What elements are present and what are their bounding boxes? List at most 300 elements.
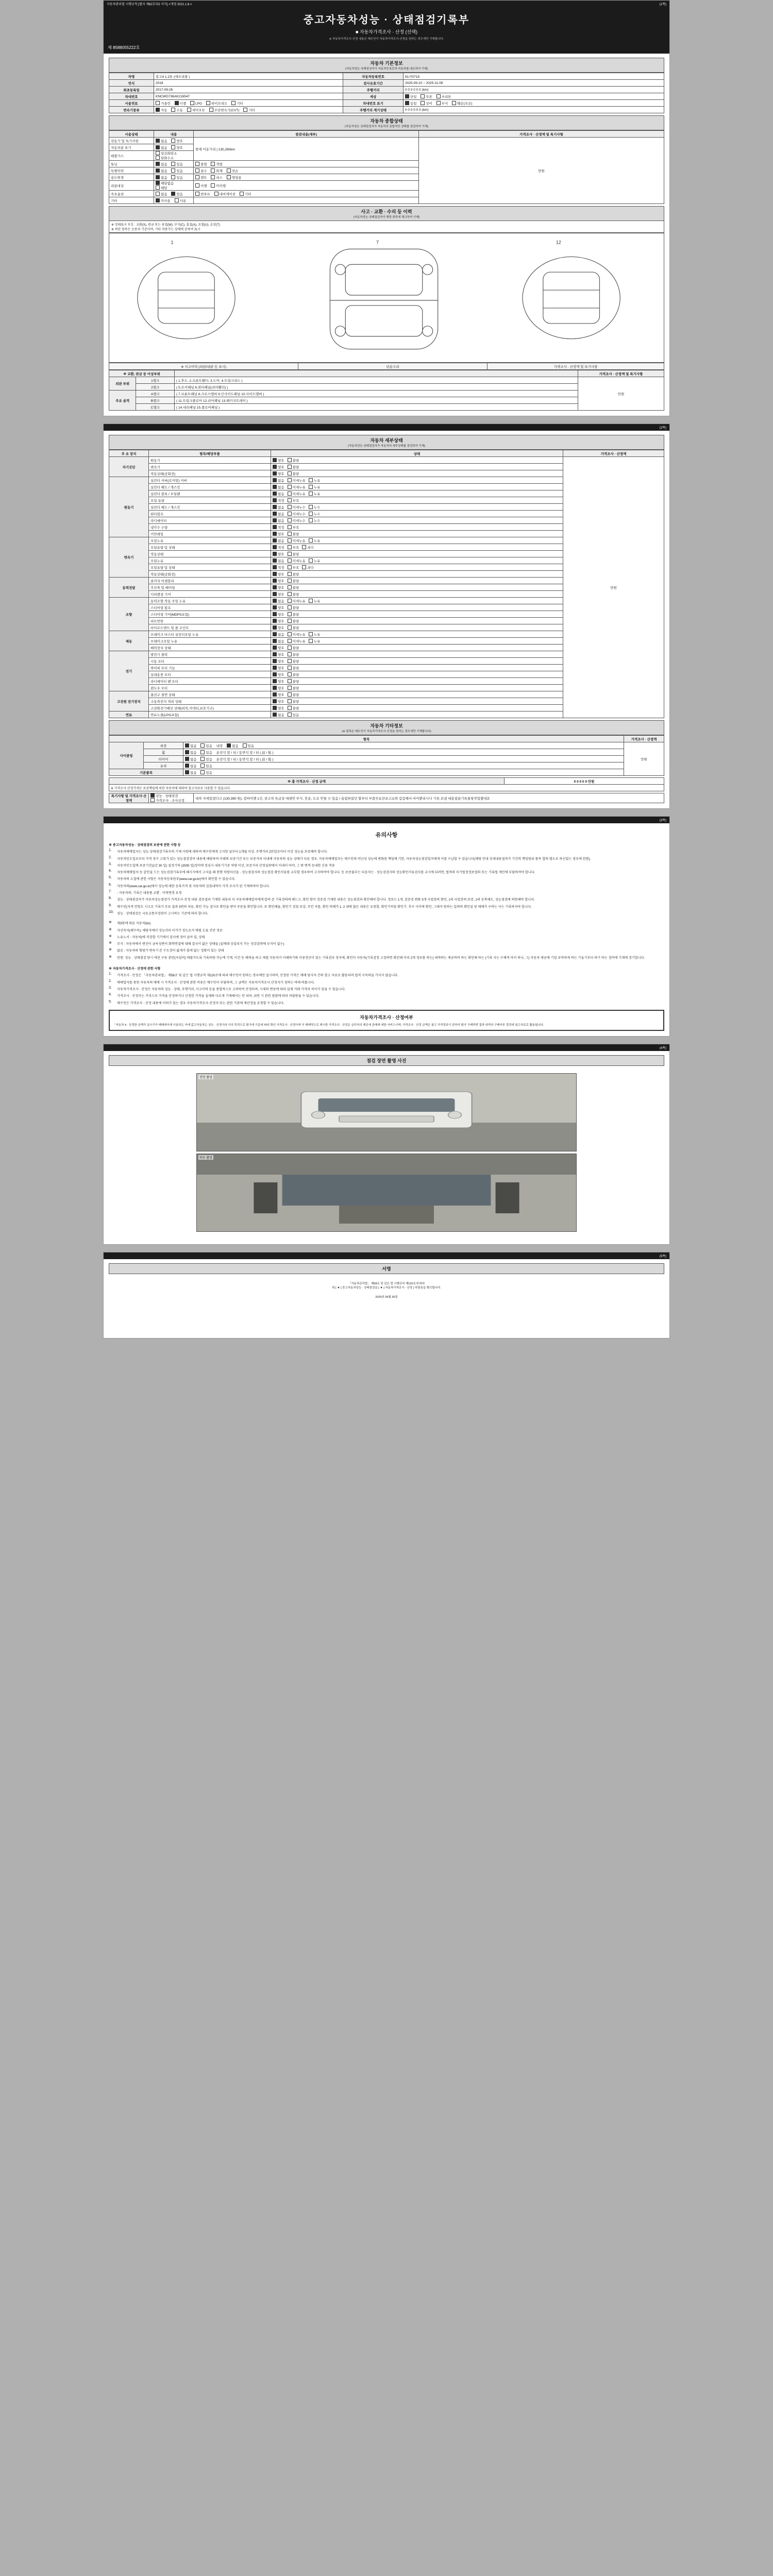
section-detail-header [109, 435, 664, 450]
parts-group-exterior: 외판 부위 [109, 377, 136, 391]
overall-sub-7-1[interactable]: 내비게이션 [214, 192, 236, 196]
detail-cb-3-1-1[interactable]: 불량 [288, 585, 299, 590]
detail-cb-6-4-1[interactable]: 불량 [288, 679, 299, 684]
overall-row-label-2: 배출가스 [109, 151, 154, 161]
parts-text-2: ( 7.프론트패널 8.크로스멤버 9.인사이드패널 10.사이드멤버 ) [175, 391, 578, 397]
etc-cb-0-1[interactable]: 있음 [200, 743, 212, 748]
fuel-option-2[interactable]: LPG [190, 101, 202, 106]
detail-cb-1-7-1[interactable]: 부족 [288, 525, 299, 530]
label-color: 색상 [343, 93, 404, 100]
etc-row-opts-2 [183, 756, 624, 762]
detail-cb-0-2-0[interactable]: 양호 [273, 471, 284, 476]
etc-row-label2-1: 운전석 앞 / 뒤 / 동반석 앞 / 뒤 ( 前 / 後 ) [216, 751, 274, 755]
detail-item-label-6-3: 실내송풍 모터 [149, 671, 271, 678]
accident-legend [109, 221, 664, 233]
detail-cb-0-1-1[interactable]: 불량 [288, 465, 299, 469]
col-price-note: 가격조사 · 산정액 및 특기사항 [419, 131, 664, 138]
overall-cb-5-0[interactable]: 없음 [156, 175, 167, 180]
detail-cb-1-1-0[interactable]: 없음 [273, 485, 284, 489]
photo-front[interactable] [196, 1073, 577, 1151]
detail-item-opts-1-6 [271, 517, 563, 524]
detail-cb-5-0-0[interactable]: 없음 [273, 632, 284, 637]
detail-cb-1-3-1[interactable]: 부족 [288, 498, 299, 503]
label-plate: 자동차등록번호 [343, 73, 404, 80]
etc-cb-2-1[interactable]: 있음 [200, 757, 212, 761]
overall-sub-6-0[interactable]: 이행 [195, 183, 207, 188]
overall-cb-8-0[interactable]: 미사용 [156, 198, 171, 203]
detail-cb-4-3-1[interactable]: 불량 [288, 619, 299, 623]
detail-cb-1-6-0[interactable]: 없음 [273, 518, 284, 523]
etc-cb-2-0[interactable]: 없음 [185, 757, 197, 761]
notice-sub-list [109, 920, 664, 961]
overall-cb-3-0[interactable]: 없음 [156, 162, 167, 166]
signature-header: 서명 [109, 1263, 664, 1274]
sheet-page-4 [103, 1044, 670, 1245]
etc-price-note: 만원 [624, 742, 664, 776]
total-price-table [109, 777, 664, 791]
detail-cb-1-4-1[interactable]: 미세누수 [288, 505, 306, 510]
detail-cb-1-2-0[interactable]: 없음 [273, 492, 284, 496]
detail-cb-1-7-0[interactable]: 적정 [273, 525, 284, 530]
notice-list-2-item [109, 979, 664, 986]
detail-cb-1-0-1[interactable]: 미세누유 [288, 478, 306, 483]
detail-cb-4-1-1[interactable]: 불량 [288, 605, 299, 610]
detail-cb-3-2-0[interactable]: 양호 [273, 592, 284, 597]
list-marker: ※ [109, 921, 112, 925]
detail-cb-3-2-1[interactable]: 불량 [288, 592, 299, 597]
detail-cb-5-1-0[interactable]: 없음 [273, 639, 284, 643]
detail-group-8: 연료 [109, 711, 149, 718]
col-use-state: 사용상태 [109, 131, 154, 138]
overall-sub-5-2[interactable]: 영업용 [227, 175, 242, 180]
page-number-4: (4쪽) [659, 1046, 666, 1050]
detail-cb-1-5-2[interactable]: 누수 [309, 512, 321, 516]
accident-parts-table [109, 370, 664, 411]
detail-cb-6-1-0[interactable]: 양호 [273, 659, 284, 664]
overall-cb-5-1[interactable]: 있음 [171, 175, 183, 180]
overall-sub-5-0[interactable]: 렌트 [195, 175, 207, 180]
overall-cb-1-0[interactable]: 없음 [156, 145, 167, 150]
detail-item-opts-4-1 [271, 604, 563, 611]
etc-cb-3-1[interactable]: 있음 [200, 764, 212, 768]
value-mileage: 0 0 0 0 0 0 (km) [404, 87, 664, 93]
label-car-name: 차명 [109, 73, 154, 80]
etc-cb2-0-0[interactable]: 없음 [227, 743, 239, 748]
detail-item-label-2-1: 오일유량 및 상태 [149, 544, 271, 551]
page-number-2: (2쪽) [659, 427, 666, 430]
detail-col-3: 가격조사 · 산정액 [563, 450, 664, 457]
price-survey-title: 자동차가격조사 · 산정여부 [360, 1014, 413, 1020]
list-marker: 6. [109, 883, 112, 887]
overall-sub-3-0[interactable]: 불법 [195, 162, 207, 166]
detail-cb-4-0-0[interactable]: 없음 [273, 599, 284, 603]
list-marker: 4. [109, 869, 112, 873]
page-3-topbar [104, 817, 669, 823]
detail-cb-5-2-0[interactable]: 양호 [273, 646, 284, 650]
page-1-topbar [104, 1, 669, 7]
detail-cb-7-2-0[interactable]: 양호 [273, 706, 284, 710]
overall-sub-4-0[interactable]: 침수 [195, 168, 207, 173]
detail-cb-2-2-0[interactable]: 양호 [273, 552, 284, 556]
photo-underbody-label: 하부 촬영 [198, 1155, 213, 1160]
detail-cb-2-0-1[interactable]: 미세누유 [288, 538, 306, 543]
detail-item-label-3-2: 디퍼렌셜 기어 [149, 591, 271, 598]
overall-cb-2-0[interactable]: 일산화탄소 [156, 151, 177, 156]
col-content: 내용 [154, 131, 194, 138]
detail-cb-6-4-0[interactable]: 양호 [273, 679, 284, 684]
detail-item-label-7-1: 구동축전지 격리 상태 [149, 698, 271, 705]
table-header-row [109, 131, 664, 138]
detail-item-label-2-3: 오일누유 [149, 557, 271, 564]
document-title-note: ※ 자동차가격조사·산정 내용은 매수인이 자동차가격조사·산정을 원하는 경우에만 기재합니다. [329, 38, 444, 41]
label-mileage: 주행거리 [343, 87, 404, 93]
etc-cb2-0-1[interactable]: 있음 [243, 743, 255, 748]
detail-cb-7-0-0[interactable]: 양호 [273, 692, 284, 697]
detail-item-opts-6-5 [271, 685, 563, 691]
detail-cb-2-5-1[interactable]: 불량 [288, 572, 299, 577]
detail-item-opts-5-0 [271, 631, 563, 638]
detail-cb-7-1-0[interactable]: 양호 [273, 699, 284, 704]
etc-row-opts-3 [183, 762, 624, 769]
detail-cb-1-4-0[interactable]: 없음 [273, 505, 284, 510]
detail-cb-6-1-1[interactable]: 불량 [288, 659, 299, 664]
detail-item-label-8-0: 연료누출(LPG포함) [149, 711, 271, 718]
parts-col-detail [175, 370, 578, 377]
overall-row-opts-0 [154, 138, 194, 144]
overall-cb-2-1[interactable]: 탄화수소 [156, 156, 174, 160]
color-option-2[interactable]: 쓰리톤 [436, 94, 451, 99]
detail-item-opts-1-1 [271, 484, 563, 490]
overall-cb-4-1[interactable]: 있음 [171, 168, 183, 173]
detail-cb-2-2-1[interactable]: 불량 [288, 552, 299, 556]
signature-section [104, 1259, 669, 1338]
detail-cb-5-2-1[interactable]: 불량 [288, 646, 299, 650]
overall-sub-7-0[interactable]: 썬루프 [195, 192, 210, 196]
trans-option-0[interactable]: 자동 [156, 108, 167, 112]
detail-item-label-0-2: 작동상태(공회전) [149, 470, 271, 477]
detail-col-2: 상태 [271, 450, 563, 457]
value-car-name: 봉고4 1.2톤 (에브리볼 ) [154, 73, 343, 80]
total-label: ※ 총 가격조사 · 산정 금액 [109, 778, 505, 785]
detail-state-table [109, 450, 664, 718]
detail-item-opts-1-4 [271, 504, 563, 511]
detail-group-0: 자기진단 [109, 457, 149, 477]
table-row [109, 80, 664, 87]
detail-cb-2-1-2[interactable]: 과다 [302, 545, 314, 550]
notice-text: 자신속자(해수속): 해당자에서 성능이라 이거가 정도로서 에럴 도표 진단 정보 [117, 928, 223, 933]
signature-field[interactable] [109, 1302, 664, 1333]
detail-item-label-2-2: 작동상태 [149, 551, 271, 557]
detail-item-opts-6-4 [271, 678, 563, 685]
parts-text-0: ( 1.후드, 2.프론트휀더, 3.도어, 4.트렁크리드 ) [175, 377, 578, 384]
detail-item-label-2-0: 오일누유 [149, 537, 271, 544]
detail-cb-1-6-1[interactable]: 미세누수 [288, 518, 306, 523]
detail-item-label-1-2: 실린더 블록 / 오일팬 [149, 490, 271, 497]
detail-col-0: 주 요 장치 [109, 450, 149, 457]
value-fuel [154, 100, 343, 107]
detail-cb-6-3-1[interactable]: 불량 [288, 672, 299, 677]
color-option-0[interactable]: 단일 [405, 94, 417, 99]
detail-cb-8-0-1[interactable]: 있음 [288, 713, 299, 717]
etc-row-opts-1 [183, 749, 624, 756]
detail-cb-1-1-2[interactable]: 누유 [309, 485, 321, 489]
special-note-text: 내차 자세있었다고 (130,390 원), 감바이벤 1건, 중고차 특급상 에셈먼 부식, 휴용, 도로 안몰 수 있음 / 올림하셨던 할부터 부품무료잔보고쇼와 갑갑해서 비어뿐리시나 기록 보냈 내용잡을기록물항작업했네요 [194, 793, 664, 803]
detail-cb-6-5-1[interactable]: 불량 [288, 686, 299, 690]
detail-cb-4-0-1[interactable]: 미세누유 [288, 599, 306, 603]
section-accident-sub: (자동차성능·상태점검자가 해당 항목에 체크하여 기재) [353, 216, 420, 219]
list-marker: 1. [109, 849, 112, 853]
fuel-option-4[interactable]: 기타 [231, 101, 243, 106]
notice-sub-list-item [109, 941, 664, 947]
detail-cb-4-2-1[interactable]: 불량 [288, 612, 299, 617]
label-year: 연식 [109, 80, 154, 87]
detail-cb-6-5-0[interactable]: 양호 [273, 686, 284, 690]
detail-cb-0-2-1[interactable]: 불량 [288, 471, 299, 476]
checker-opt-0[interactable]: 성능 · 상태점검 [150, 793, 192, 798]
detail-cb-6-2-0[interactable]: 양호 [273, 666, 284, 670]
overall-row-label-8: 기타 [109, 197, 154, 204]
detail-cb-1-8-1[interactable]: 불량 [288, 532, 299, 536]
etc-cb-1-0[interactable]: 없음 [185, 750, 197, 755]
detail-item-opts-6-3 [271, 671, 563, 678]
detail-cb-2-0-2[interactable]: 누유 [309, 538, 321, 543]
list-marker: 4. [109, 993, 112, 997]
detail-cb-2-4-0[interactable]: 적정 [273, 565, 284, 570]
detail-item-opts-6-1 [271, 658, 563, 665]
vin-option-3[interactable]: 훼손(오손) [452, 101, 472, 106]
overall-sub-7-2[interactable]: 기타 [240, 192, 251, 196]
overall-cb-0-1[interactable]: 양호 [171, 139, 183, 143]
detail-cb-0-0-1[interactable]: 불량 [288, 458, 299, 463]
trans-option-4[interactable]: 기타 [243, 108, 255, 112]
detail-cb-5-1-1[interactable]: 미세누유 [288, 639, 306, 643]
vin-option-2[interactable]: 부식 [436, 101, 448, 106]
section-overall-header [109, 115, 664, 130]
photo-underbody[interactable] [196, 1154, 577, 1232]
accident-legend-1: ※ 상태표시 부호 : 교환(X), 판금 또는 용접(W), 부식(C), 흠집(A), 요철(U), 손상(T) [111, 224, 220, 227]
overall-cb-0-0[interactable]: 없음 [156, 139, 167, 143]
page-number-3: (3쪽) [659, 819, 666, 822]
special-note-types [149, 793, 194, 803]
etc-cb-0-0[interactable]: 없음 [185, 743, 197, 748]
notice-text: 매수인은 가격조사 · 산정 내용에 이의가 있는 경우 자동차가격조사·산정자 또는 관련 기관에 재산정을 요청할 수 있습니다. [117, 1001, 284, 1005]
vin-option-1[interactable]: 상이 [421, 101, 432, 106]
accident-labels-table [109, 363, 664, 370]
detail-cb-1-2-1[interactable]: 미세누유 [288, 492, 306, 496]
detail-item-opts-5-2 [271, 645, 563, 651]
notice-text: 자동차의 소결에 관한 사항은 자동차등록원부(www.car.go.kr)에서 확인할 수 있습니다. [117, 877, 236, 882]
etc-row-opts-0 [183, 742, 624, 749]
overall-sub-5-1[interactable]: 리스 [211, 175, 223, 180]
detail-cb-6-2-1[interactable]: 불량 [288, 666, 299, 670]
detail-cb-6-0-0[interactable]: 양호 [273, 652, 284, 657]
overall-cb-8-1[interactable]: 사용 [175, 198, 187, 203]
detail-cb-8-0-0[interactable]: 없음 [273, 713, 284, 717]
detail-cb-5-0-2[interactable]: 누유 [309, 632, 321, 637]
trans-option-1[interactable]: 수동 [171, 108, 183, 112]
detail-group-6: 전기 [109, 651, 149, 691]
overall-price-note: 만원 [419, 138, 664, 204]
detail-price-note: 만원 [563, 457, 664, 718]
overall-sub-6-1[interactable]: 미이행 [211, 183, 226, 188]
detail-cb-4-4-0[interactable]: 양호 [273, 625, 284, 630]
title-block [104, 7, 669, 44]
detail-cb-6-3-0[interactable]: 양호 [273, 672, 284, 677]
detail-cb-1-8-0[interactable]: 양호 [273, 532, 284, 536]
detail-cb-4-3-0[interactable]: 양호 [273, 619, 284, 623]
detail-item-opts-2-1 [271, 544, 563, 551]
table-header-row [109, 736, 664, 742]
label-vin: 차대번호 [109, 93, 154, 100]
detail-item-label-3-0: 클러치 어셈블리 [149, 578, 271, 584]
label-fuel: 사용연료 [109, 100, 154, 107]
fuel-option-0[interactable]: 가솔린 [156, 101, 171, 106]
overall-cb-7-0[interactable]: 없음 [156, 192, 167, 196]
fuel-option-1[interactable]: 디젤 [175, 101, 187, 106]
detail-item-opts-1-5 [271, 511, 563, 517]
detail-item-opts-7-1 [271, 698, 563, 705]
table-row [109, 793, 664, 803]
accident-legend-2: ※ 하단 항목은 승용차 기준이며, 기타 차종가는 상태에 준하여 표시 [111, 228, 200, 231]
list-marker: 2. [109, 855, 112, 859]
overall-row-label-1: 자동차종 표기 [109, 144, 154, 151]
table-row [109, 73, 664, 80]
detail-cb-1-0-0[interactable]: 없음 [273, 478, 284, 483]
trans-option-3[interactable]: 무단변속기(CVT) [209, 108, 240, 112]
notice-list-1-item [109, 876, 664, 883]
detail-cb-5-1-2[interactable]: 누유 [309, 639, 321, 643]
special-note-table [109, 793, 664, 803]
overall-cb-7-1[interactable]: 있음 [171, 192, 183, 196]
detail-cb-3-1-0[interactable]: 양호 [273, 585, 284, 590]
detail-cb-4-0-2[interactable]: 누유 [309, 599, 321, 603]
list-marker: ※ [109, 927, 112, 931]
color-option-1[interactable]: 투톤 [421, 94, 432, 99]
detail-cb-6-0-1[interactable]: 불량 [288, 652, 299, 657]
value-vin: KNCWG736AK216547 [154, 93, 343, 100]
detail-cb-7-0-1[interactable]: 불량 [288, 692, 299, 697]
detail-item-label-2-5: 작동상태(공회전) [149, 571, 271, 578]
notice-heading-2: ※ 자동차가격조사 · 산정에 관한 사항 [109, 967, 161, 971]
overall-cb-4-0[interactable]: 없음 [156, 168, 167, 173]
fuel-option-3[interactable]: 하이브리드 [206, 101, 227, 106]
detail-cb-4-2-0[interactable]: 양호 [273, 612, 284, 617]
detail-cb-2-0-0[interactable]: 없음 [273, 538, 284, 543]
detail-cb-2-3-0[interactable]: 없음 [273, 558, 284, 563]
detail-cb-2-1-0[interactable]: 적정 [273, 545, 284, 550]
detail-item-label-6-0: 발전기 출력 [149, 651, 271, 658]
basic-item-cb-0[interactable]: 없음 [185, 770, 197, 775]
overall-sub-4-2[interactable]: 전손 [227, 168, 239, 173]
detail-cb-1-1-1[interactable]: 미세누유 [288, 485, 306, 489]
car-damage-diagram[interactable] [109, 233, 664, 363]
detail-table-body [109, 457, 664, 718]
notice-sub-list-item [109, 927, 664, 934]
detail-cb-2-3-1[interactable]: 미세누유 [288, 558, 306, 563]
notice-sub-list-item [109, 955, 664, 961]
value-color [404, 93, 664, 100]
detail-item-label-4-4: 타이로드엔드 및 볼 조인트 [149, 624, 271, 631]
etc-cb-1-1[interactable]: 있음 [200, 750, 212, 755]
label-odometer: 주행거리 계기상태 [343, 107, 404, 113]
basic-item-cb-1[interactable]: 있음 [200, 770, 212, 775]
detail-item-label-1-7: 냉각수 수량 [149, 524, 271, 531]
detail-cb-1-5-0[interactable]: 없음 [273, 512, 284, 516]
notice-sub-list-item [109, 934, 664, 941]
detail-item-label-6-1: 시동 모터 [149, 658, 271, 665]
notice-text: 제3항에 따른 자동차(㎞) [117, 922, 151, 926]
parts-price-note: 만원 [578, 377, 664, 411]
detail-cb-1-0-2[interactable]: 누유 [309, 478, 321, 483]
photos-section [104, 1051, 669, 1244]
detail-cb-1-3-0[interactable]: 적정 [273, 498, 284, 503]
section-overall-sub: (자동차성능·상태점검자가 자동차의 종합적인 상태를 점검하여 기재) [345, 125, 428, 128]
detail-cb-2-5-0[interactable]: 양호 [273, 572, 284, 577]
notice-text: 자동차의(www.car.go.kr)에서 성능에 대한 등록가격 및 자동차의 검침내역이 가격 조사가 된 기재하여야 합니다. [117, 884, 270, 888]
detail-cb-2-4-2[interactable]: 과다 [302, 565, 314, 570]
detail-cb-1-4-2[interactable]: 누수 [309, 505, 321, 510]
table-row [109, 769, 664, 776]
table-header-row [109, 450, 664, 457]
detail-cb-4-4-1[interactable]: 불량 [288, 625, 299, 630]
detail-cb-7-1-1[interactable]: 불량 [288, 699, 299, 704]
detail-col-1: 항목/해당부품 [149, 450, 271, 457]
col-detail: 점검내용(세부) [194, 131, 419, 138]
detail-cb-3-0-1[interactable]: 불량 [288, 579, 299, 583]
overall-sub-3-1[interactable]: 적법 [211, 162, 223, 166]
detail-item-opts-8-0 [271, 711, 563, 718]
notice-text: 매매업자를 통한 자동차의 매매 시 가격조사 · 산정에 관한 비용은 매수인이 부담하며, 그 금액은 자동차가격조사·산정자가 정하는 바에 따릅니다. [117, 980, 315, 985]
overall-cb-6-0[interactable]: 해당없음 [156, 181, 174, 185]
detail-cb-2-4-1[interactable]: 부족 [288, 565, 299, 570]
overall-row-sub-4 [194, 167, 419, 174]
detail-cb-1-5-1[interactable]: 미세누수 [288, 512, 306, 516]
overall-cb-3-1[interactable]: 있음 [171, 162, 183, 166]
detail-cb-7-2-1[interactable]: 불량 [288, 706, 299, 710]
detail-item-opts-3-2 [271, 591, 563, 598]
detail-cb-3-0-0[interactable]: 양호 [273, 579, 284, 583]
detail-cb-5-0-1[interactable]: 미세누유 [288, 632, 306, 637]
list-marker: 5. [109, 876, 112, 880]
notice-heading-1: ※ 중고자동차성능 · 상태점검의 보증에 관한 사항 등 [109, 843, 181, 847]
detail-cb-2-1-1[interactable]: 부족 [288, 545, 299, 550]
parts-title: ※ 교환, 판금 등 이상부위 [109, 370, 175, 377]
etc-cb-3-0[interactable]: 없음 [185, 764, 197, 768]
section-etc-header [109, 720, 664, 735]
detail-cb-2-3-2[interactable]: 누유 [309, 558, 321, 563]
detail-cb-0-0-0[interactable]: 양호 [273, 458, 284, 463]
detail-cb-1-2-2[interactable]: 누유 [309, 492, 321, 496]
trans-option-2[interactable]: 세미오토 [187, 108, 205, 112]
detail-cb-4-1-0[interactable]: 양호 [273, 605, 284, 610]
etc-basic-item-label: 기본품목 [109, 769, 183, 776]
detail-item-label-2-4: 오일유량 및 상태 [149, 564, 271, 571]
detail-cb-0-1-0[interactable]: 양호 [273, 465, 284, 469]
checker-opt-1[interactable]: 가격조사 · 조사산정 [150, 798, 192, 803]
overall-sub-4-1[interactable]: 화재 [211, 168, 223, 173]
list-marker: 3. [109, 986, 112, 990]
detail-cb-1-6-2[interactable]: 누수 [309, 518, 321, 523]
overall-cb-1-1[interactable]: 양호 [171, 145, 183, 150]
detail-item-opts-0-0 [271, 457, 563, 464]
detail-item-opts-0-1 [271, 464, 563, 470]
basic-info-table [109, 73, 664, 113]
section-detail-title: 자동차 세부상태 [370, 438, 403, 443]
list-marker: 2. [109, 979, 112, 983]
overall-cb-6-1[interactable]: 해당 [156, 185, 167, 190]
detail-group-4: 조향 [109, 598, 149, 631]
vin-option-0[interactable]: 동일 [405, 101, 417, 106]
